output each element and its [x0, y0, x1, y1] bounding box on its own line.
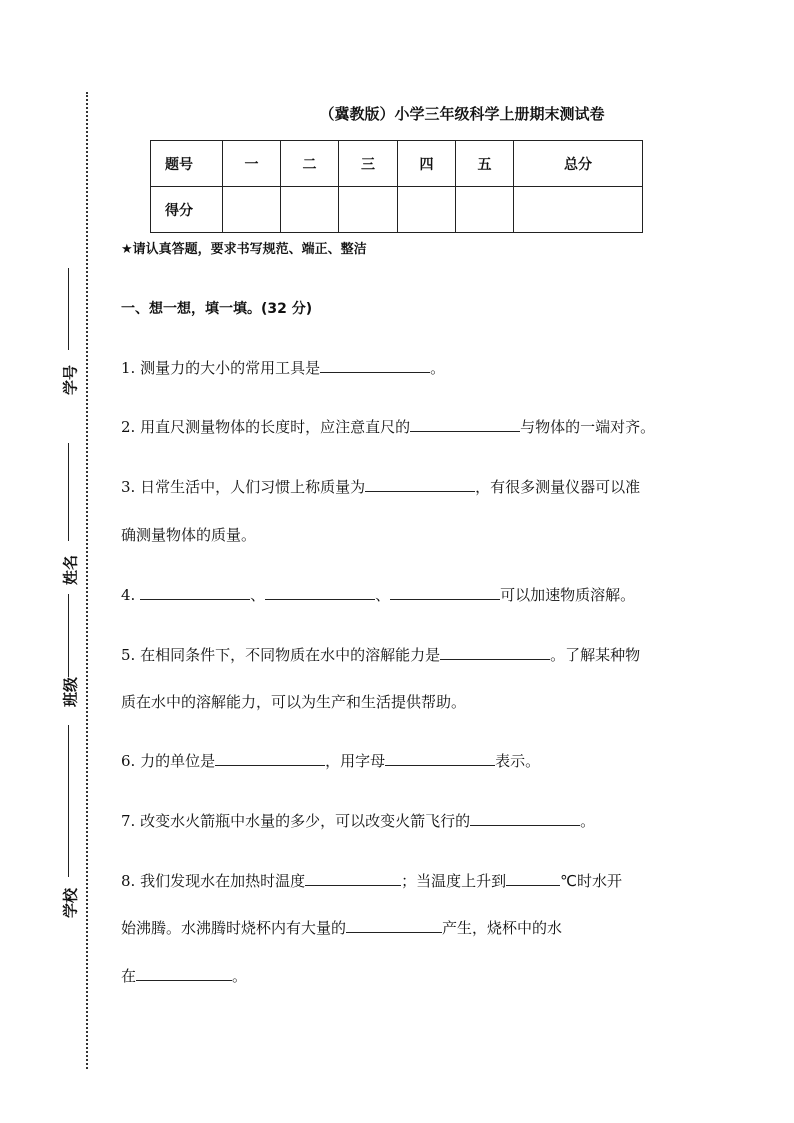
- name-line[interactable]: [68, 443, 69, 541]
- student-id-line[interactable]: [68, 268, 69, 350]
- question-text: ，用字母: [325, 752, 386, 770]
- score-input-cell[interactable]: [514, 187, 643, 233]
- question-text: 。: [430, 359, 446, 377]
- answer-blank[interactable]: [215, 751, 325, 766]
- school-label: 学校: [61, 887, 80, 919]
- question-number: 7.: [121, 812, 136, 830]
- question-text: 。: [580, 812, 596, 830]
- score-header-cell: 四: [398, 141, 456, 187]
- answer-blank[interactable]: [365, 477, 475, 492]
- class-label: 班级: [61, 676, 80, 708]
- question-3-continued: [121, 525, 674, 545]
- question-text: 可以加速物质溶解。: [500, 586, 636, 604]
- question-text: 表示。: [495, 752, 541, 770]
- notice-text: ★请认真答题，要求书写规范、端正、整洁: [121, 242, 367, 257]
- answer-blank[interactable]: [410, 417, 520, 432]
- score-header-cell: 五: [456, 141, 514, 187]
- question-3: [121, 477, 674, 497]
- answer-blank[interactable]: [136, 966, 232, 981]
- answer-blank[interactable]: [320, 358, 430, 373]
- score-header-cell: 总分: [514, 141, 643, 187]
- binding-dotted-line: [86, 92, 88, 1069]
- question-text: 。了解某种物: [550, 646, 641, 664]
- score-table: [150, 140, 643, 233]
- question-number: 1.: [121, 359, 136, 377]
- score-header-cell: 二: [281, 141, 339, 187]
- answer-blank[interactable]: [305, 871, 401, 886]
- score-header-cell: 三: [339, 141, 398, 187]
- answer-blank[interactable]: [470, 811, 580, 826]
- question-2: [121, 417, 674, 437]
- question-number: 2.: [121, 418, 136, 436]
- score-input-cell[interactable]: [398, 187, 456, 233]
- question-text: ℃时水开: [560, 872, 622, 890]
- question-text: 。: [232, 967, 248, 985]
- question-text: 质在水中的溶解能力，可以为生产和生活提供帮助。: [121, 693, 467, 711]
- question-text: 改变水火箭瓶中水量的多少，可以改变火箭飞行的: [140, 812, 471, 830]
- question-4: [121, 585, 674, 605]
- question-text: 我们发现水在加热时温度: [140, 872, 306, 890]
- page-title: （冀教版）小学三年级科学上册期末测试卷: [319, 105, 605, 123]
- question-5: [121, 645, 674, 665]
- question-text: 用直尺测量物体的长度时，应注意直尺的: [140, 418, 411, 436]
- score-input-cell[interactable]: [339, 187, 398, 233]
- question-5-continued: [121, 692, 674, 712]
- class-line[interactable]: [68, 594, 69, 677]
- question-1: [121, 358, 674, 378]
- student-id-label: 学号: [61, 364, 80, 396]
- score-row-label: 得分: [151, 187, 223, 233]
- question-8: [121, 871, 674, 891]
- answer-blank[interactable]: [440, 645, 550, 660]
- answer-blank[interactable]: [140, 585, 250, 600]
- question-text: 在相同条件下，不同物质在水中的溶解能力是: [140, 646, 441, 664]
- question-8-continued: [121, 918, 674, 938]
- question-number: 5.: [121, 646, 136, 664]
- answer-blank[interactable]: [385, 751, 495, 766]
- question-number: 8.: [121, 872, 136, 890]
- score-input-cell[interactable]: [456, 187, 514, 233]
- question-text: 与物体的一端对齐。: [520, 418, 656, 436]
- answer-blank[interactable]: [265, 585, 375, 600]
- question-text: 测量力的大小的常用工具是: [140, 359, 321, 377]
- question-text: 在: [121, 967, 137, 985]
- question-number: 4.: [121, 586, 136, 604]
- answer-blank[interactable]: [506, 871, 560, 886]
- name-label: 姓名: [61, 554, 80, 586]
- question-number: 6.: [121, 752, 136, 770]
- question-text: ，有很多测量仪器可以准: [475, 478, 641, 496]
- question-text: 、: [375, 586, 391, 604]
- question-6: [121, 751, 674, 771]
- question-number: 3.: [121, 478, 136, 496]
- question-text: 日常生活中，人们习惯上称质量为: [140, 478, 366, 496]
- question-8-continued-2: [121, 966, 674, 986]
- question-text: 、: [250, 586, 266, 604]
- question-text: 确测量物体的质量。: [121, 526, 257, 544]
- answer-blank[interactable]: [390, 585, 500, 600]
- score-header-cell: 一: [223, 141, 281, 187]
- question-text: 始沸腾。水沸腾时烧杯内有大量的: [121, 919, 347, 937]
- score-header-cell: 题号: [151, 141, 223, 187]
- score-input-cell[interactable]: [281, 187, 339, 233]
- answer-blank[interactable]: [346, 918, 442, 933]
- score-table-header-row: [151, 141, 643, 187]
- question-7: [121, 811, 674, 831]
- question-text: 力的单位是: [140, 752, 216, 770]
- score-table-score-row: [151, 187, 643, 233]
- school-line[interactable]: [68, 725, 69, 877]
- score-input-cell[interactable]: [223, 187, 281, 233]
- question-text: 产生，烧杯中的水: [442, 919, 563, 937]
- section-heading: 一、想一想，填一填。(32 分): [121, 301, 313, 317]
- question-text: ；当温度上升到: [401, 872, 507, 890]
